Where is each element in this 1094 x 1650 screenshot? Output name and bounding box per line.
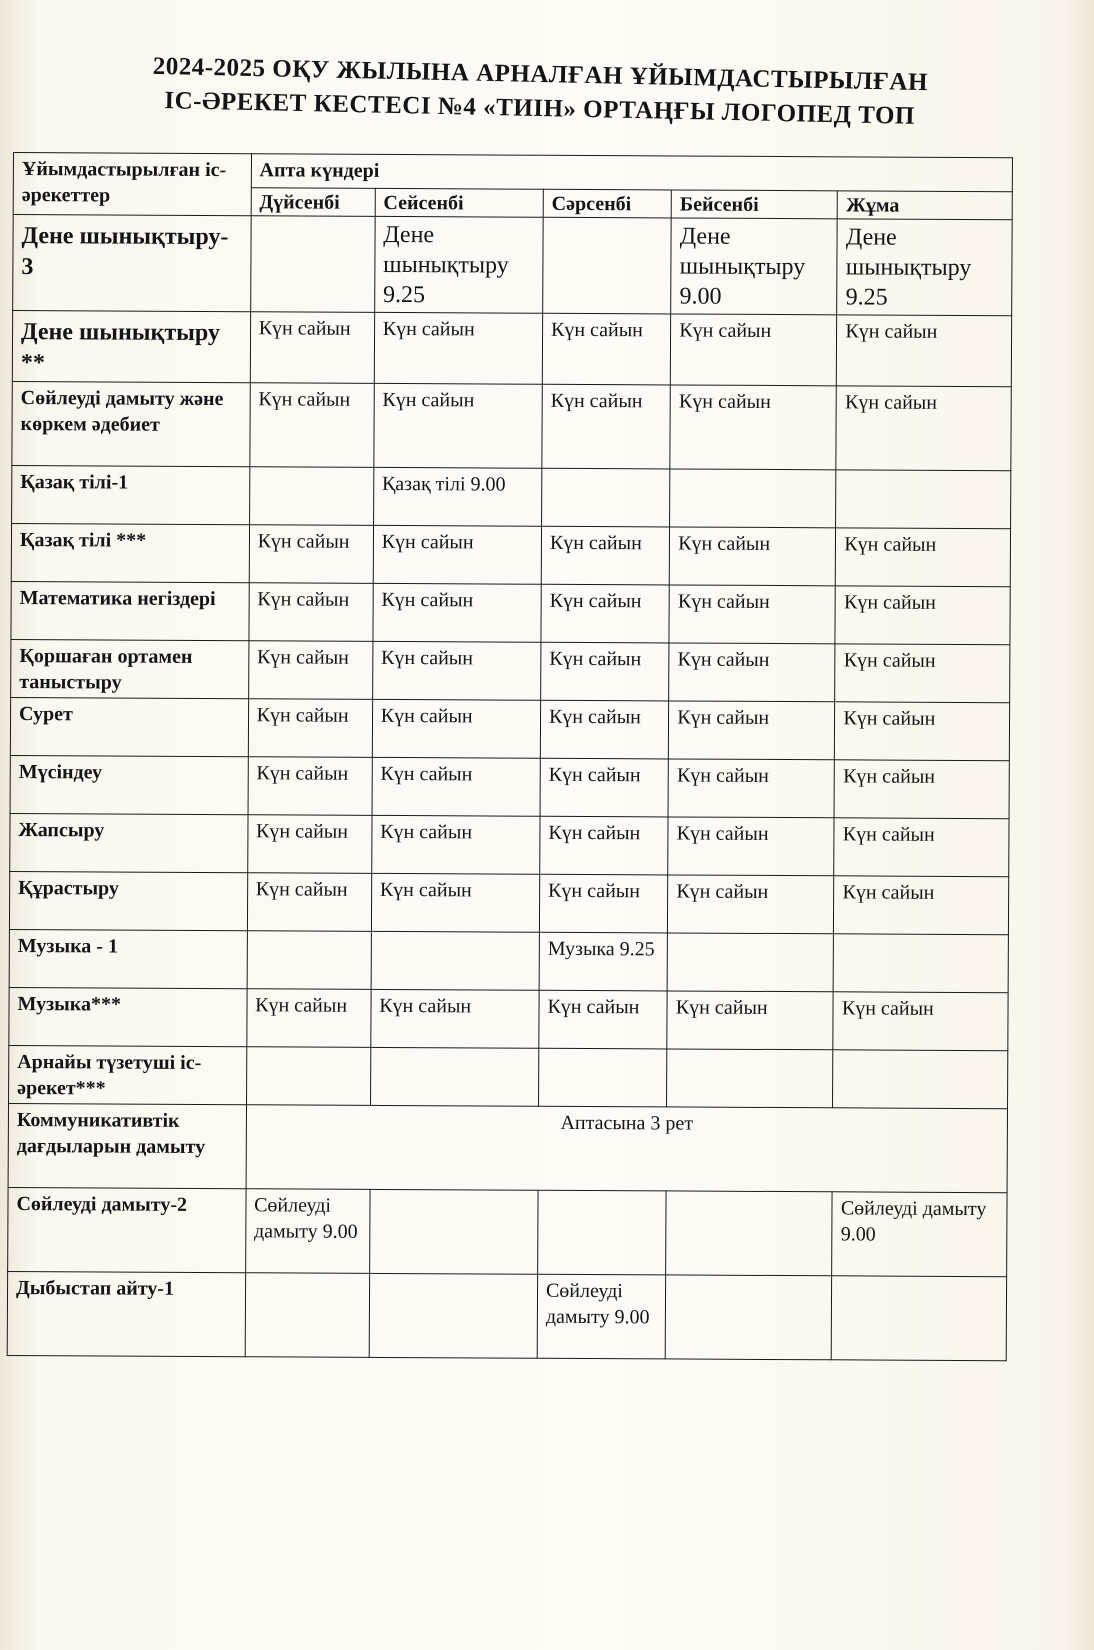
schedule-cell: Күн сайын: [371, 989, 540, 1048]
schedule-cell: [538, 1190, 667, 1275]
schedule-cell: Күн сайын: [373, 525, 542, 584]
activity-name: Құрастыру: [9, 871, 247, 930]
table-row: [7, 1271, 1006, 1360]
activity-name: Қазақ тілі-1: [12, 465, 250, 524]
schedule-cell: Күн сайын: [539, 874, 668, 933]
table-row: [9, 1045, 1008, 1108]
schedule-cell: Күн сайын: [668, 817, 834, 876]
schedule-cell: Күн сайын: [669, 527, 835, 586]
activity-name: Дене шынықтыру- 3: [13, 215, 251, 312]
table-row: [10, 813, 1009, 876]
header-day: Сейсенбі: [375, 188, 543, 217]
schedule-cell: Күн сайын: [371, 815, 540, 874]
schedule-cell: [247, 931, 371, 990]
activity-name: Мүсіндеу: [10, 755, 248, 814]
header-day: Дүйсенбі: [251, 188, 375, 217]
header-day: Бейсенбі: [671, 190, 837, 219]
activity-name: Музыка - 1: [9, 929, 247, 988]
schedule-cell: Күн сайын: [249, 525, 373, 584]
schedule-cell: Күн сайын: [669, 585, 835, 644]
schedule-cell: Күн сайын: [541, 642, 670, 701]
activity-name: Дыбыстап айту-1: [7, 1271, 245, 1356]
table-row: [12, 381, 1011, 470]
schedule-cell: Күн сайын: [247, 873, 371, 932]
schedule-cell: [667, 933, 833, 992]
schedule-cell: [666, 1191, 833, 1276]
schedule-cell: Күн сайын: [374, 312, 543, 384]
schedule-cell: [246, 1047, 370, 1106]
schedule-cell: [833, 934, 1008, 993]
activity-name: Сурет: [10, 697, 248, 756]
schedule-cell: Күн сайын: [669, 643, 835, 702]
schedule-cell: Күн сайын: [541, 526, 670, 585]
activity-name: Сөйлеуді дамыту және көркем әдебиет: [12, 381, 250, 466]
table-row: [9, 929, 1008, 992]
schedule-cell: Күн сайын: [667, 991, 833, 1050]
schedule-cell: Күн сайын: [250, 312, 374, 384]
schedule-cell: [543, 217, 672, 314]
schedule-cell: Күн сайын: [373, 583, 542, 642]
schedule-cell: [832, 1276, 1007, 1361]
schedule-cell: [371, 931, 540, 990]
schedule-cell: Күн сайын: [541, 584, 670, 643]
schedule-cell: Күн сайын: [539, 990, 668, 1049]
table-row: [11, 581, 1010, 644]
schedule-cell: Күн сайын: [668, 759, 834, 818]
schedule-cell: [833, 1050, 1008, 1109]
activity-name: Сөйлеуді дамыту-2: [8, 1187, 246, 1272]
schedule-cell: [670, 469, 836, 528]
schedule-cell: [667, 1049, 833, 1108]
schedule-cell: [249, 467, 373, 526]
table-row: [9, 987, 1008, 1050]
schedule-cell: Дене шынықтыру 9.00: [671, 218, 838, 315]
table-row: [13, 215, 1012, 316]
header-day: Сәрсенбі: [543, 189, 671, 218]
schedule-cell: [542, 468, 671, 527]
table-row: [11, 639, 1010, 702]
schedule-cell: Күн сайын: [669, 701, 835, 760]
schedule-cell: [665, 1275, 832, 1360]
activity-name: Қазақ тілі ***: [11, 523, 249, 582]
title-line-2: ІС-ӘРЕКЕТ КЕСТЕСІ №4 «ТИІН» ОРТАҢҒЫ ЛОГОПЕД ТОП: [164, 87, 916, 130]
schedule-table: [7, 152, 1013, 1361]
schedule-cell: Күн сайын: [542, 384, 671, 469]
schedule-cell: Күн сайын: [247, 815, 371, 874]
schedule-cell: Күн сайын: [836, 528, 1011, 587]
table-row: [12, 311, 1011, 387]
schedule-cell: [369, 1273, 538, 1358]
schedule-cell: Күн сайын: [372, 699, 541, 758]
schedule-cell: Күн сайын: [248, 699, 372, 758]
schedule-cell: Күн сайын: [671, 314, 838, 386]
schedule-cell: Күн сайын: [836, 386, 1011, 471]
activity-name: Дене шынықтыру **: [12, 311, 250, 383]
schedule-cell: Күн сайын: [834, 876, 1009, 935]
schedule-cell: Қазақ тілі 9.00: [373, 467, 542, 526]
schedule-cell: Күн сайын: [670, 385, 837, 470]
schedule-cell: [836, 470, 1011, 529]
schedule-cell: Сөйлеуді дамыту 9.00: [832, 1192, 1007, 1277]
schedule-cell: Күн сайын: [246, 989, 370, 1048]
header-day: Жұма: [838, 191, 1013, 220]
schedule-cell: Дене шынықтыру 9.25: [374, 216, 543, 313]
schedule-cell: Күн сайын: [668, 875, 834, 934]
merged-schedule-cell: Аптасына 3 рет: [246, 1105, 1008, 1193]
schedule-cell: [538, 1048, 667, 1107]
schedule-cell: Күн сайын: [835, 586, 1010, 645]
activity-name: Арнайы түзетуші іс-әрекет***: [9, 1045, 247, 1104]
schedule-cell: Күн сайын: [374, 383, 543, 468]
schedule-cell: Сөйлеуді дамыту 9.00: [245, 1189, 370, 1274]
schedule-cell: Күн сайын: [248, 641, 372, 700]
activity-name: Музыка***: [9, 987, 247, 1046]
table-row: [8, 1103, 1007, 1192]
schedule-cell: Дене шынықтыру 9.25: [837, 219, 1012, 316]
schedule-cell: Күн сайын: [540, 816, 669, 875]
activity-name: Жапсыру: [10, 813, 248, 872]
schedule-cell: Сөйлеуді дамыту 9.00: [537, 1274, 666, 1359]
schedule-cell: [250, 216, 375, 313]
schedule-cell: [369, 1189, 538, 1274]
schedule-cell: Күн сайын: [372, 757, 541, 816]
header-activity: Ұйымдастырылған іс-әрекеттер: [13, 153, 251, 216]
schedule-cell: Күн сайын: [540, 700, 669, 759]
title-line-1: 2024-2025 ОҚУ ЖЫЛЫНА АРНАЛҒАН ҰЙЫМДАСТЫРЫЛҒАН: [152, 52, 929, 97]
table-row: [9, 871, 1008, 934]
schedule-cell: [245, 1273, 370, 1358]
activity-name: Математика негіздері: [11, 581, 249, 640]
schedule-cell: Күн сайын: [835, 702, 1010, 761]
schedule-cell: [370, 1047, 539, 1106]
schedule-cell: Күн сайын: [835, 644, 1010, 703]
schedule-cell: Күн сайын: [371, 873, 540, 932]
table-row: [12, 465, 1011, 528]
schedule-cell: Күн сайын: [834, 818, 1009, 877]
schedule-cell: Күн сайын: [249, 583, 373, 642]
table-row: [10, 697, 1009, 760]
schedule-cell: Күн сайын: [249, 383, 374, 468]
table-row: [8, 1187, 1007, 1276]
schedule-cell: Күн сайын: [542, 313, 671, 385]
schedule-cell: Музыка 9.25: [539, 932, 668, 991]
activity-name: Қоршаған ортамен таныстыру: [11, 639, 249, 698]
schedule-cell: Күн сайын: [833, 992, 1008, 1051]
header-week-days: Апта күндері: [251, 154, 1013, 192]
table-row: [10, 755, 1009, 818]
schedule-cell: Күн сайын: [540, 758, 669, 817]
schedule-cell: Күн сайын: [248, 757, 372, 816]
schedule-cell: Күн сайын: [834, 760, 1009, 819]
schedule-cell: Күн сайын: [372, 641, 541, 700]
activity-name: Коммуникативтік дағдыларын дамыту: [8, 1103, 246, 1188]
table-row: [11, 523, 1010, 586]
schedule-cell: Күн сайын: [837, 315, 1012, 387]
